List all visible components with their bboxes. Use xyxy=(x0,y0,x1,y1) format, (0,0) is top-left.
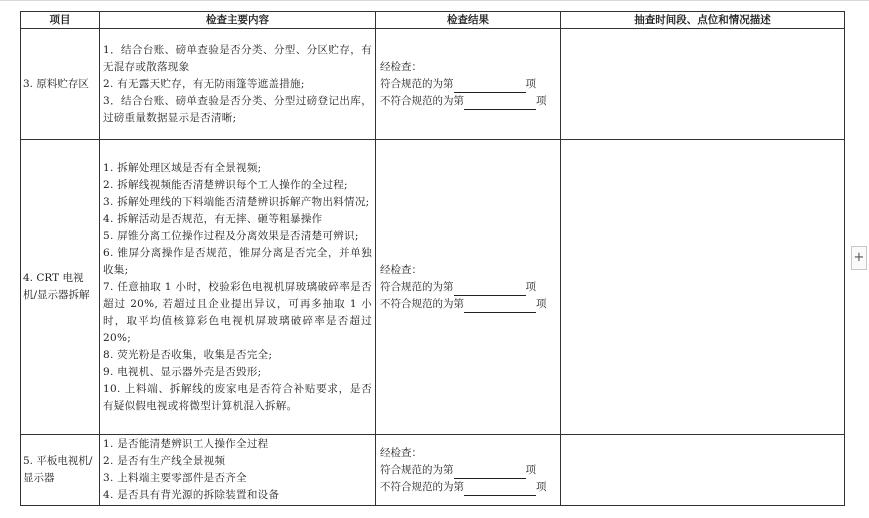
header-result: 检查结果 xyxy=(376,12,561,29)
header-content: 检查主要内容 xyxy=(100,12,376,29)
content-line: 6. 锥屏分离操作是否规范，锥屏分离是否完全，并单独收集; xyxy=(103,246,372,276)
content-line: 4. 拆解活动是否规范，有无摔、砸等粗暴操作 xyxy=(103,212,323,225)
inspection-table xyxy=(20,11,845,506)
content-line: 2. 有无露天贮存，有无防雨篷等遮盖措施; xyxy=(103,77,305,90)
table-row xyxy=(21,29,845,140)
content-line: 10. 上料端、拆解线的废家电是否符合补贴要求，是否有疑似假电视或将微型计算机混入拆解。 xyxy=(103,382,372,412)
content-line: 8. 荧光粉是否收集，收集是否完全; xyxy=(103,348,273,361)
result-intro: 经检查： xyxy=(380,263,422,276)
result-ok-label: 符合规范的为第 xyxy=(380,463,454,476)
content-line: 9. 电视机、显示器外壳是否毁形; xyxy=(103,365,262,378)
result-intro: 经检查： xyxy=(380,446,422,459)
result-suffix: 项 xyxy=(536,480,547,493)
table-row xyxy=(21,140,845,435)
content-line: 2. 拆解线视频能否清楚辨识每个工人操作的全过程; xyxy=(103,178,348,191)
content-cell xyxy=(100,140,376,435)
result-suffix: 项 xyxy=(536,94,547,107)
content-line: 1. 拆解处理区域是否有全景视频; xyxy=(103,161,262,174)
content-line: 1. 是否能清楚辨识工人操作全过程 xyxy=(103,438,269,450)
result-cell xyxy=(376,435,561,506)
table-row xyxy=(21,435,845,506)
item-cell: 5. 平板电视机/显示器 xyxy=(21,435,100,506)
page-top-border xyxy=(0,0,869,1)
header-row xyxy=(21,12,845,29)
content-line: 3. 上料端主要零部件是否齐全 xyxy=(103,472,247,484)
content-line: 1．结合台账、磅单查验是否分类、分型、分区贮存，有无混存或散落现象 xyxy=(103,43,372,73)
result-ng-blank[interactable] xyxy=(464,483,536,496)
result-suffix: 项 xyxy=(525,77,536,90)
content-line: 7. 任意抽取 1 小时，校验彩色电视机屏玻璃破碎率是否超过 20%, 若超过且企业提出异议，可再多抽取 1 小时，取平均值核算彩色电视机屏玻璃破碎率是否超过 20%; xyxy=(103,280,372,344)
result-ng-label: 不符合规范的为第 xyxy=(380,94,464,107)
result-ok-blank[interactable] xyxy=(454,283,526,296)
content-line: 5. 屏锥分离工位操作过程及分离效果是否清楚可辨识; xyxy=(103,229,359,242)
result-ok-blank[interactable] xyxy=(454,80,526,93)
content-line: 3．结合台账、磅单查验是否分类、分型过磅登记出库，过磅重量数据显示是否清晰; xyxy=(103,94,372,124)
notes-cell[interactable] xyxy=(561,140,845,435)
result-suffix: 项 xyxy=(536,297,547,310)
header-notes: 抽查时间段、点位和情况描述 xyxy=(561,12,845,29)
content-cell xyxy=(100,435,376,506)
result-ok-label: 符合规范的为第 xyxy=(380,280,454,293)
result-ok-label: 符合规范的为第 xyxy=(380,77,454,90)
result-ng-blank[interactable] xyxy=(464,97,536,110)
result-suffix: 项 xyxy=(525,280,536,293)
result-cell xyxy=(376,29,561,140)
content-line: 3. 拆解处理线的下料端能否清楚辨识拆解产物出料情况; xyxy=(103,195,370,208)
notes-cell[interactable] xyxy=(561,29,845,140)
result-ok-blank[interactable] xyxy=(454,466,526,479)
content-line: 2. 是否有生产线全景视频 xyxy=(103,455,226,467)
expand-plus-button[interactable]: + xyxy=(851,246,867,270)
result-ng-blank[interactable] xyxy=(464,300,536,313)
content-line: 4. 是否具有背光源的拆除装置和设备 xyxy=(103,489,280,501)
notes-cell[interactable] xyxy=(561,435,845,506)
result-ng-label: 不符合规范的为第 xyxy=(380,297,464,310)
result-suffix: 项 xyxy=(525,463,536,476)
item-cell: 3. 原料贮存区 xyxy=(21,29,100,140)
result-intro: 经检查： xyxy=(380,60,422,73)
item-cell: 4. CRT 电视机/显示器拆解 xyxy=(21,140,100,435)
content-cell xyxy=(100,29,376,140)
result-cell xyxy=(376,140,561,435)
result-ng-label: 不符合规范的为第 xyxy=(380,480,464,493)
header-item: 项目 xyxy=(21,12,100,29)
